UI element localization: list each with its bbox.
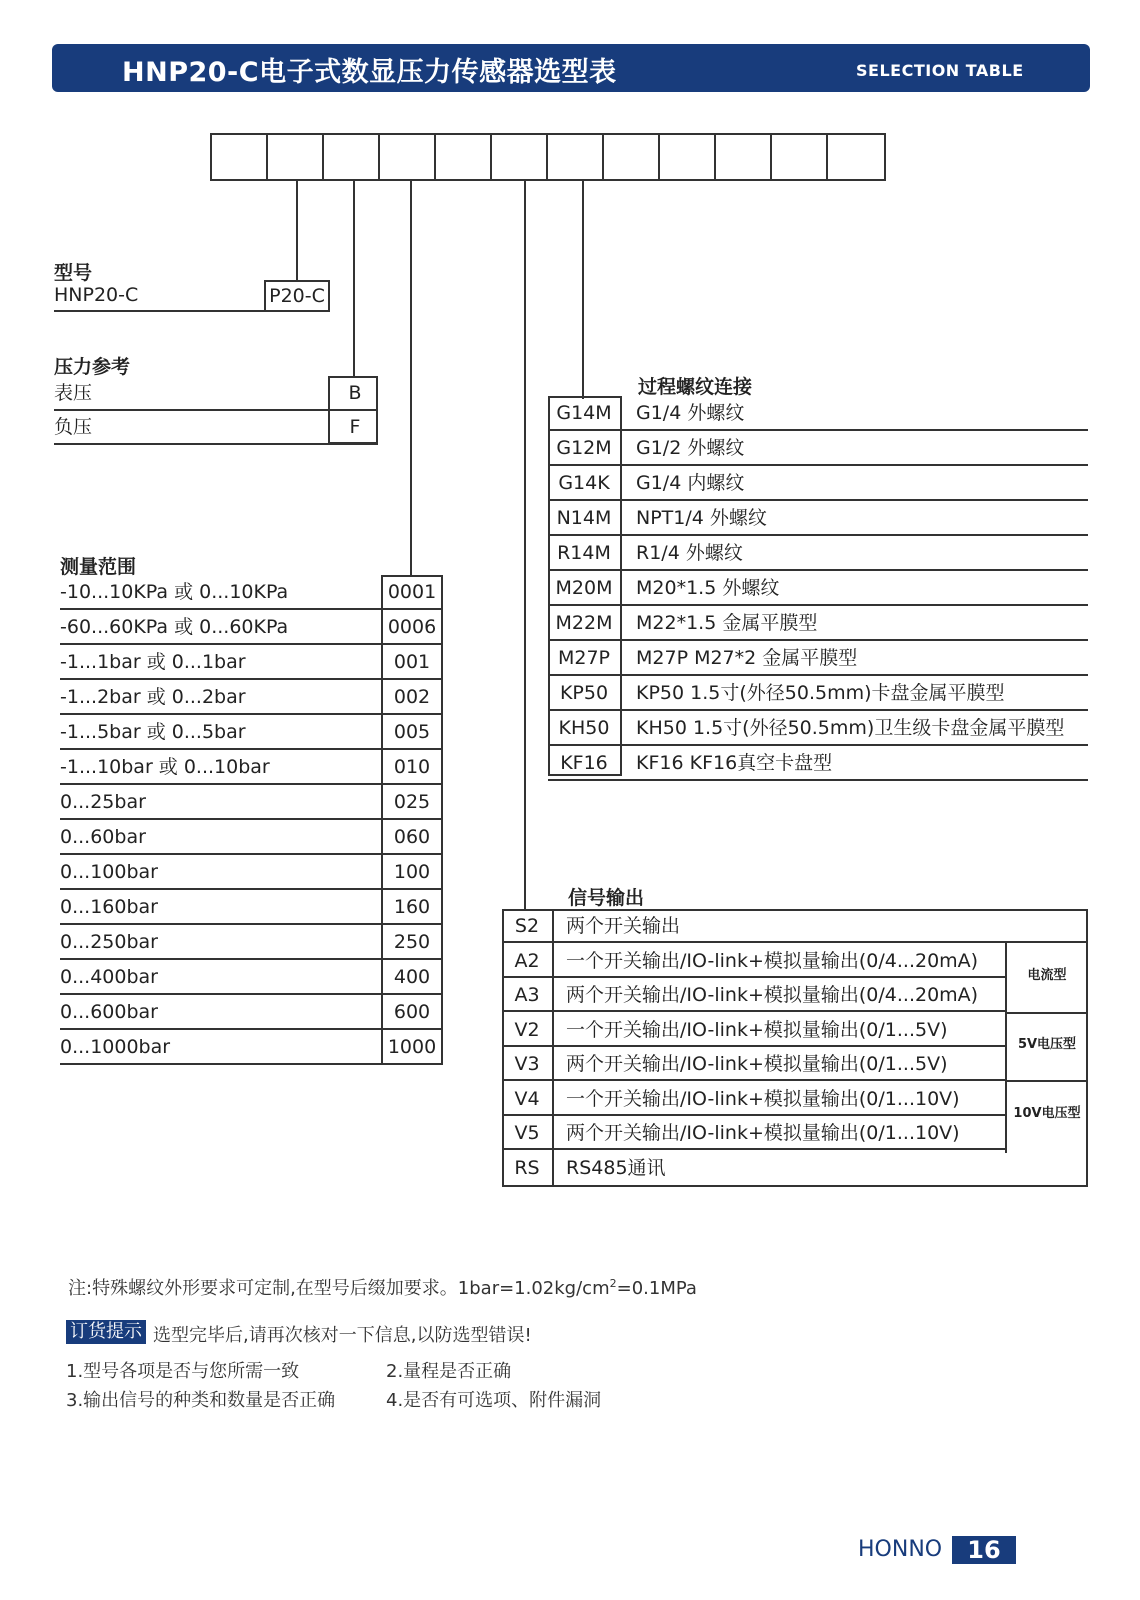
pressure-ref-label: 负压	[54, 416, 93, 438]
code-box	[604, 135, 660, 179]
range-label: 0...400bar	[60, 966, 158, 988]
thread-code: R14M	[557, 542, 611, 564]
signal-group-label: 5V电压型	[1017, 1037, 1077, 1052]
pressure-ref-code: F	[349, 416, 361, 438]
range-label: 0...250bar	[60, 931, 158, 953]
thread-label: KF16 KF16真空卡盘型	[636, 752, 833, 774]
code-box	[828, 135, 884, 179]
thread-label: M27P M27*2 金属平膜型	[636, 647, 858, 669]
range-code: 250	[393, 931, 431, 953]
code-box	[772, 135, 828, 179]
range-label: -10...10KPa 或 0...10KPa	[60, 581, 289, 603]
check-item: 3.输出信号的种类和数量是否正确	[66, 1390, 336, 1411]
thread-label: KH50 1.5寸(外径50.5mm)卫生级卡盘金属平膜型	[636, 717, 1065, 739]
signal-group-label: 电流型	[1027, 968, 1067, 983]
thread-label: G1/4 内螺纹	[636, 472, 745, 494]
range-row	[60, 820, 443, 855]
range-label: 0...60bar	[60, 826, 146, 848]
code-box	[716, 135, 772, 179]
signal-row	[502, 1047, 1005, 1081]
range-row	[60, 575, 443, 610]
thread-row	[548, 431, 1088, 466]
range-code: 005	[393, 721, 431, 743]
code-box	[436, 135, 492, 179]
range-code: 160	[393, 896, 431, 918]
code-box	[324, 135, 380, 179]
thread-label: G1/4 外螺纹	[636, 402, 745, 424]
signal-label: 两个开关输出/IO-link+模拟量输出(0/1...5V)	[566, 1053, 948, 1075]
divider	[1005, 1080, 1088, 1082]
range-row	[60, 645, 443, 680]
range-code: 100	[393, 861, 431, 883]
page-title: HNP20-C电子式数显压力传感器选型表	[122, 57, 617, 88]
connector-line	[296, 179, 298, 282]
code-box	[380, 135, 436, 179]
signal-code: S2	[514, 915, 540, 937]
signal-row	[502, 1116, 1005, 1150]
pressure-ref-row	[54, 410, 378, 445]
signal-row	[502, 1151, 1088, 1185]
model-title: 型号	[54, 262, 93, 284]
thread-row	[548, 676, 1088, 711]
thread-row	[548, 396, 1088, 431]
signal-code: A3	[514, 984, 540, 1006]
signal-code: V4	[514, 1087, 540, 1110]
signal-label: 两个开关输出	[566, 915, 681, 937]
note-text: 注:特殊螺纹外形要求可定制,在型号后缀加要求。$1bar=1.02kg/cm^2=0.1MPa$	[68, 1277, 697, 1299]
brand-name: HONNO	[858, 1537, 943, 1562]
page-subtitle: SELECTION TABLE	[856, 61, 1024, 80]
range-label: -1...1bar 或 0...1bar	[60, 651, 246, 673]
range-label: -1...2bar 或 0...2bar	[60, 686, 246, 708]
signal-label: RS485通讯	[566, 1156, 666, 1179]
thread-code: N14M	[556, 507, 612, 529]
check-item: 2.量程是否正确	[386, 1361, 512, 1382]
signal-label: 一个开关输出/IO-link+模拟量输出(0/1...5V)	[566, 1018, 948, 1041]
range-row	[60, 680, 443, 715]
range-row	[60, 890, 443, 925]
thread-row	[548, 641, 1088, 676]
divider	[1005, 1012, 1088, 1014]
range-code: 010	[393, 756, 431, 778]
range-label: 0...600bar	[60, 1001, 158, 1023]
thread-code: KF16	[560, 752, 608, 774]
range-code: 400	[393, 966, 431, 988]
check-item: 4.是否有可选项、附件漏洞	[386, 1390, 602, 1411]
thread-label: G1/2 外螺纹	[636, 437, 745, 459]
thread-code: M22M	[555, 612, 613, 634]
range-code: 600	[393, 1001, 431, 1023]
pressure-ref-code: B	[348, 382, 362, 404]
range-row	[60, 960, 443, 995]
range-label: 0...25bar	[60, 791, 146, 813]
signal-row	[502, 944, 1005, 978]
code-box	[268, 135, 324, 179]
thread-row	[548, 571, 1088, 606]
signal-row	[502, 909, 1088, 943]
thread-code: G14K	[558, 472, 610, 494]
code-box	[492, 135, 548, 179]
signal-code: V3	[514, 1053, 540, 1075]
order-tip-badge: 订货提示	[66, 1320, 146, 1344]
signal-label: 两个开关输出/IO-link+模拟量输出(0/1...10V)	[566, 1122, 960, 1144]
range-row	[60, 750, 443, 785]
thread-row	[548, 466, 1088, 501]
range-row	[60, 855, 443, 890]
thread-row	[548, 711, 1088, 746]
connector-line	[410, 179, 412, 575]
thread-row	[548, 746, 1088, 781]
thread-label: R1/4 外螺纹	[636, 542, 743, 564]
thread-code: G14M	[556, 402, 612, 424]
range-row	[60, 925, 443, 960]
pressure-ref-title: 压力参考	[54, 356, 131, 378]
signal-code: V2	[514, 1018, 540, 1041]
thread-label: M20*1.5 外螺纹	[636, 577, 780, 599]
thread-label: KP50 1.5寸(外径50.5mm)卡盘金属平膜型	[636, 682, 1005, 704]
thread-code: M20M	[555, 577, 613, 599]
connector-line	[524, 179, 526, 909]
thread-label: M22*1.5 金属平膜型	[636, 612, 818, 634]
check-item: 1.型号各项是否与您所需一致	[66, 1361, 300, 1382]
code-box	[660, 135, 716, 179]
signal-code: V5	[514, 1122, 540, 1144]
model-code: P20-C	[264, 280, 330, 312]
signal-code: RS	[514, 1156, 540, 1179]
range-code: 002	[393, 686, 431, 708]
range-label: 0...1000bar	[60, 1036, 171, 1058]
range-title: 测量范围	[60, 556, 137, 578]
pressure-ref-row	[54, 376, 378, 411]
signal-row	[502, 1013, 1005, 1047]
code-box	[212, 135, 268, 179]
thread-code: KH50	[558, 717, 610, 739]
signal-row	[502, 1082, 1005, 1116]
signal-code: A2	[514, 949, 540, 972]
signal-label: 一个开关输出/IO-link+模拟量输出(0/1...10V)	[566, 1087, 960, 1110]
range-label: -1...5bar 或 0...5bar	[60, 721, 246, 743]
range-code: 1000	[387, 1036, 437, 1058]
code-box	[548, 135, 604, 179]
signal-title: 信号输出	[568, 887, 645, 909]
signal-label: 一个开关输出/IO-link+模拟量输出(0/4...20mA)	[566, 949, 979, 972]
range-code: 025	[393, 791, 431, 813]
range-row	[60, 715, 443, 750]
range-label: 0...160bar	[60, 896, 158, 918]
page-number: 16	[952, 1536, 1016, 1564]
range-code: 060	[393, 826, 431, 848]
thread-code: G12M	[556, 437, 612, 459]
thread-row	[548, 606, 1088, 641]
range-code: 001	[393, 651, 431, 673]
connector-line	[353, 179, 355, 377]
range-label: 0...100bar	[60, 861, 158, 883]
thread-code: KP50	[559, 682, 609, 704]
thread-label: NPT1/4 外螺纹	[636, 507, 767, 529]
range-label: -1...10bar 或 0...10bar	[60, 756, 270, 778]
thread-row	[548, 536, 1088, 571]
range-label: -60...60KPa 或 0...60KPa	[60, 616, 289, 638]
range-code: 0001	[387, 581, 437, 603]
pressure-ref-label: 表压	[54, 382, 93, 404]
thread-row	[548, 501, 1088, 536]
thread-code: M27P	[557, 647, 611, 669]
range-row	[60, 785, 443, 820]
signal-label: 两个开关输出/IO-link+模拟量输出(0/4...20mA)	[566, 984, 979, 1006]
signal-row	[502, 978, 1005, 1012]
order-tip-text: 选型完毕后,请再次核对一下信息,以防选型错误!	[153, 1325, 532, 1346]
connector-line	[582, 179, 584, 399]
signal-group-label: 10V电压型	[1013, 1106, 1081, 1121]
thread-title: 过程螺纹连接	[638, 376, 753, 398]
range-row	[60, 995, 443, 1030]
range-row	[60, 610, 443, 645]
model-name: HNP20-C	[54, 284, 139, 306]
range-row	[60, 1030, 443, 1065]
code-boxes	[210, 133, 886, 181]
range-code: 0006	[387, 616, 437, 638]
divider	[54, 310, 266, 312]
